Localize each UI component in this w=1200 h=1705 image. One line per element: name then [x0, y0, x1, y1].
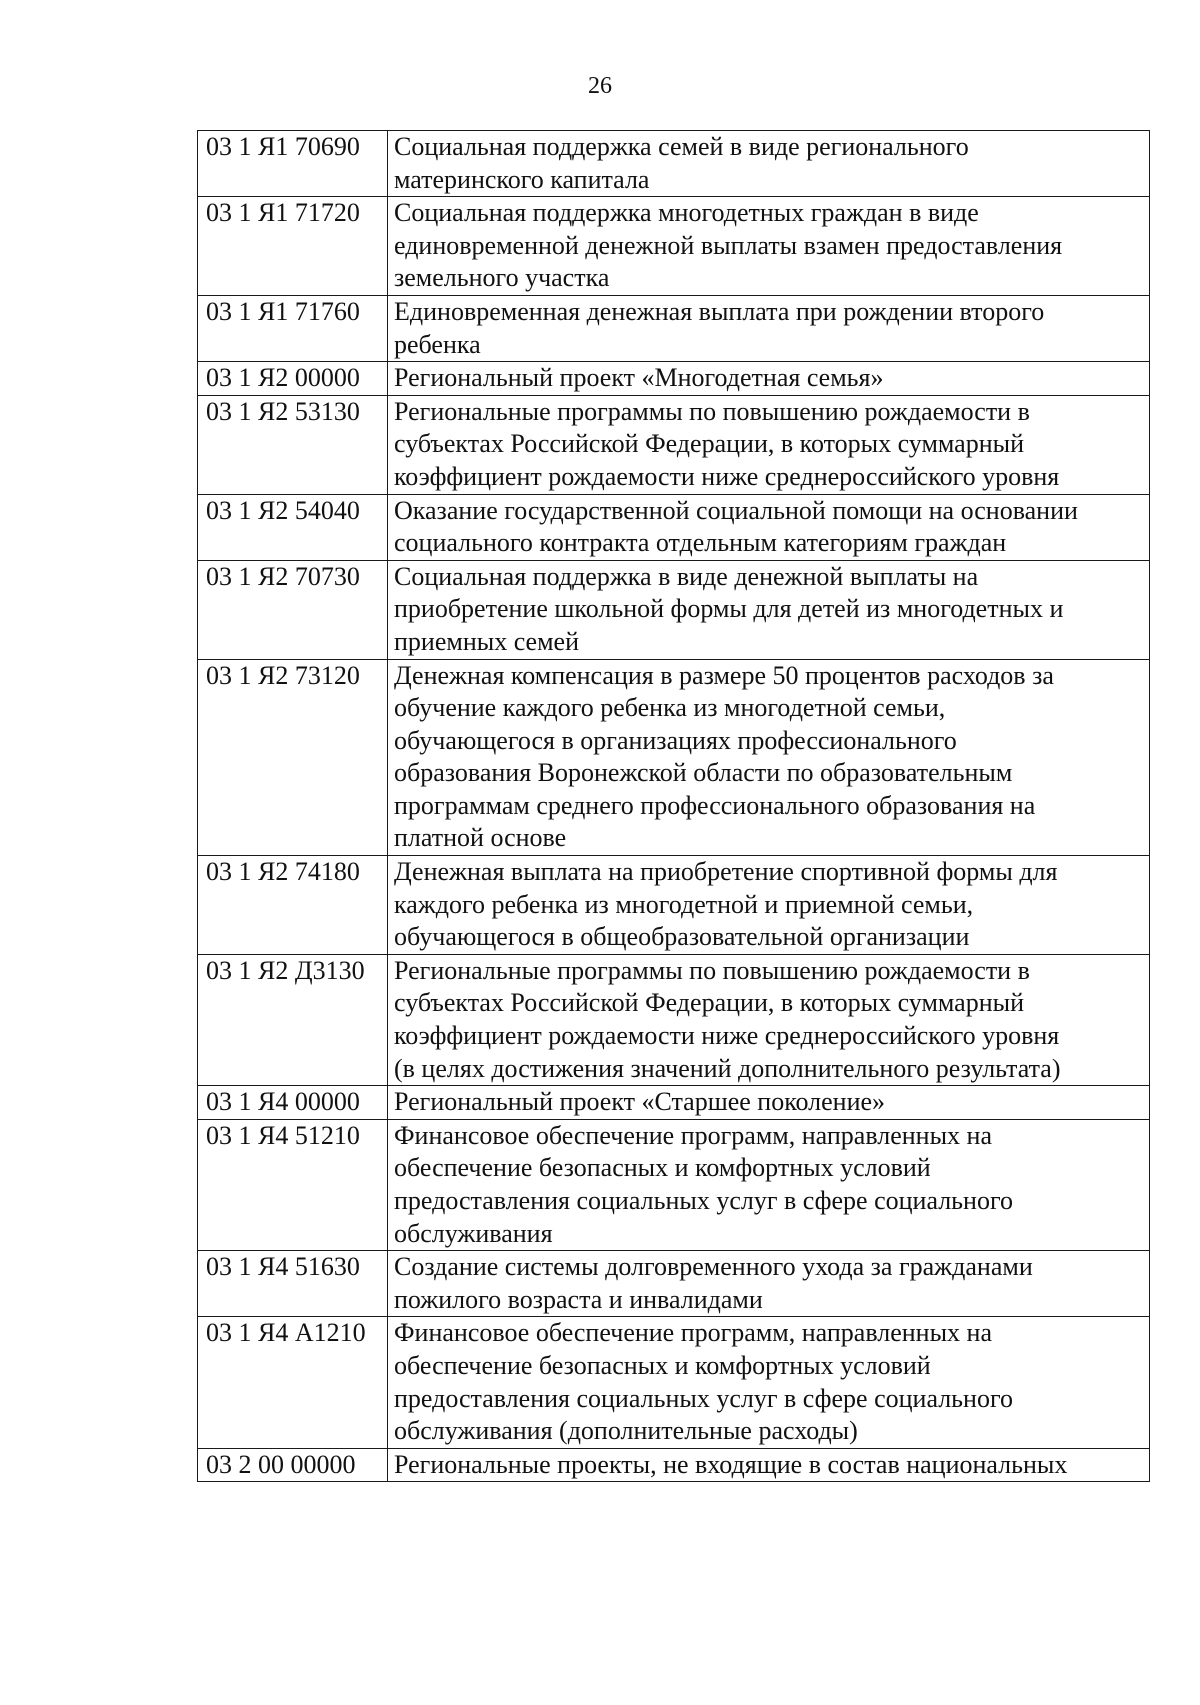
description-cell	[388, 659, 1150, 856]
description-line: единовременной денежной выплаты взамен предоставления	[394, 230, 1063, 260]
budget-code-cell: 03 1 Я2 00000	[198, 362, 388, 396]
description-line: обучающегося в организациях профессионального	[394, 725, 957, 755]
description-line: обучение каждого ребенка из многодетной семьи,	[394, 693, 946, 723]
table-row	[198, 659, 1150, 856]
budget-code-cell: 03 2 00 00000	[198, 1448, 388, 1482]
description-line: Региональные программы по повышению рождаемости в	[394, 396, 1030, 426]
table-row	[198, 1251, 1150, 1317]
description-cell	[388, 362, 1150, 396]
table-row	[198, 1086, 1150, 1120]
table-row	[198, 1448, 1150, 1482]
budget-code-cell: 03 1 Я4 51210	[198, 1119, 388, 1250]
table-row	[198, 362, 1150, 396]
table-row	[198, 197, 1150, 296]
description-line: Оказание государственной социальной помощи на основании	[394, 495, 1078, 525]
budget-code-cell: 03 1 Я4 00000	[198, 1086, 388, 1120]
description-cell	[388, 197, 1150, 296]
description-cell	[388, 1119, 1150, 1250]
budget-code-cell: 03 1 Я2 70730	[198, 560, 388, 659]
budget-code-cell: 03 1 Я1 71720	[198, 197, 388, 296]
table-row	[198, 856, 1150, 955]
description-line: платной основе	[394, 823, 567, 853]
description-line: обслуживания	[394, 1218, 553, 1248]
budget-code-cell: 03 1 Я2 53130	[198, 395, 388, 494]
description-line: Социальная поддержка семей в виде регионального	[394, 132, 969, 161]
description-line: ребенка	[394, 329, 481, 359]
description-line: субъектах Российской Федерации, в которых суммарный	[394, 988, 1025, 1018]
description-line: Региональный проект «Старшее поколение»	[394, 1087, 886, 1117]
description-cell	[388, 954, 1150, 1085]
description-line: пожилого возраста и инвалидами	[394, 1284, 763, 1314]
description-line: материнского капитала	[394, 164, 650, 194]
description-line: Создание системы долговременного ухода за гражданами	[394, 1252, 1033, 1282]
description-line: Финансовое обеспечение программ, направленных на	[394, 1120, 993, 1150]
description-line: предоставления социальных услуг в сфере социального	[394, 1383, 1013, 1413]
description-line: Социальная поддержка в виде денежной выплаты на	[394, 561, 979, 591]
table-row	[198, 131, 1150, 197]
description-line: обеспечение безопасных и комфортных условий	[394, 1350, 931, 1380]
description-line: образования Воронежской области по образовательным	[394, 758, 1013, 788]
description-cell	[388, 1086, 1150, 1120]
page-number: 26	[588, 73, 612, 99]
description-cell	[388, 1448, 1150, 1482]
table-row	[198, 1317, 1150, 1448]
table-row	[198, 954, 1150, 1085]
description-line: приемных семей	[394, 626, 580, 656]
description-line: Региональные проекты, не входящие в состав национальных	[394, 1449, 1068, 1479]
description-cell	[388, 494, 1150, 560]
budget-code-cell: 03 1 Я2 54040	[198, 494, 388, 560]
description-line: коэффициент рождаемости ниже среднероссийского уровня	[394, 1021, 1060, 1051]
description-line: коэффициент рождаемости ниже среднероссийского уровня	[394, 461, 1060, 491]
budget-code-cell: 03 1 Я4 51630	[198, 1251, 388, 1317]
budget-code-cell: 03 1 Я1 71760	[198, 295, 388, 361]
description-line: обучающегося в общеобразовательной организации	[394, 922, 970, 952]
description-line: Единовременная денежная выплата при рождении второго	[394, 296, 1045, 326]
description-line: земельного участка	[394, 263, 610, 293]
description-line: (в целях достижения значений дополнительного результата)	[394, 1053, 1061, 1083]
table-row	[198, 395, 1150, 494]
budget-code-cell: 03 1 Я1 70690	[198, 131, 388, 197]
table-row	[198, 1119, 1150, 1250]
table-row	[198, 295, 1150, 361]
budget-classification-table	[197, 130, 1150, 1482]
description-line: каждого ребенка из многодетной и приемной семьи,	[394, 889, 974, 919]
description-line: Денежная выплата на приобретение спортивной формы для	[394, 857, 1058, 887]
budget-code-cell: 03 1 Я2 Д3130	[198, 954, 388, 1085]
description-cell	[388, 131, 1150, 197]
description-line: предоставления социальных услуг в сфере социального	[394, 1186, 1013, 1215]
description-cell	[388, 1251, 1150, 1317]
description-line: социального контракта отдельным категориям граждан	[394, 528, 1007, 558]
table-body	[198, 131, 1150, 1482]
description-line: субъектах Российской Федерации, в которых суммарный	[394, 429, 1025, 459]
budget-code-cell: 03 1 Я2 74180	[198, 856, 388, 955]
description-line: Финансовое обеспечение программ, направленных на	[394, 1318, 993, 1348]
description-line: Социальная поддержка многодетных граждан в виде	[394, 198, 979, 228]
description-line: обеспечение безопасных и комфортных условий	[394, 1153, 931, 1183]
table-row	[198, 494, 1150, 560]
description-cell	[388, 395, 1150, 494]
description-line: Денежная компенсация в размере 50 процентов расходов за	[394, 660, 1054, 690]
description-cell	[388, 856, 1150, 955]
description-line: Региональные программы по повышению рождаемости в	[394, 955, 1030, 985]
description-cell	[388, 560, 1150, 659]
description-line: Региональный проект «Многодетная семья»	[394, 363, 884, 393]
description-line: обслуживания (дополнительные расходы)	[394, 1416, 858, 1446]
description-cell	[388, 1317, 1150, 1448]
description-line: приобретение школьной формы для детей из многодетных и	[394, 594, 1064, 624]
description-cell	[388, 295, 1150, 361]
budget-code-cell: 03 1 Я4 А1210	[198, 1317, 388, 1448]
budget-code-cell: 03 1 Я2 73120	[198, 659, 388, 856]
description-line: программам среднего профессионального образования на	[394, 790, 1036, 820]
table-row	[198, 560, 1150, 659]
